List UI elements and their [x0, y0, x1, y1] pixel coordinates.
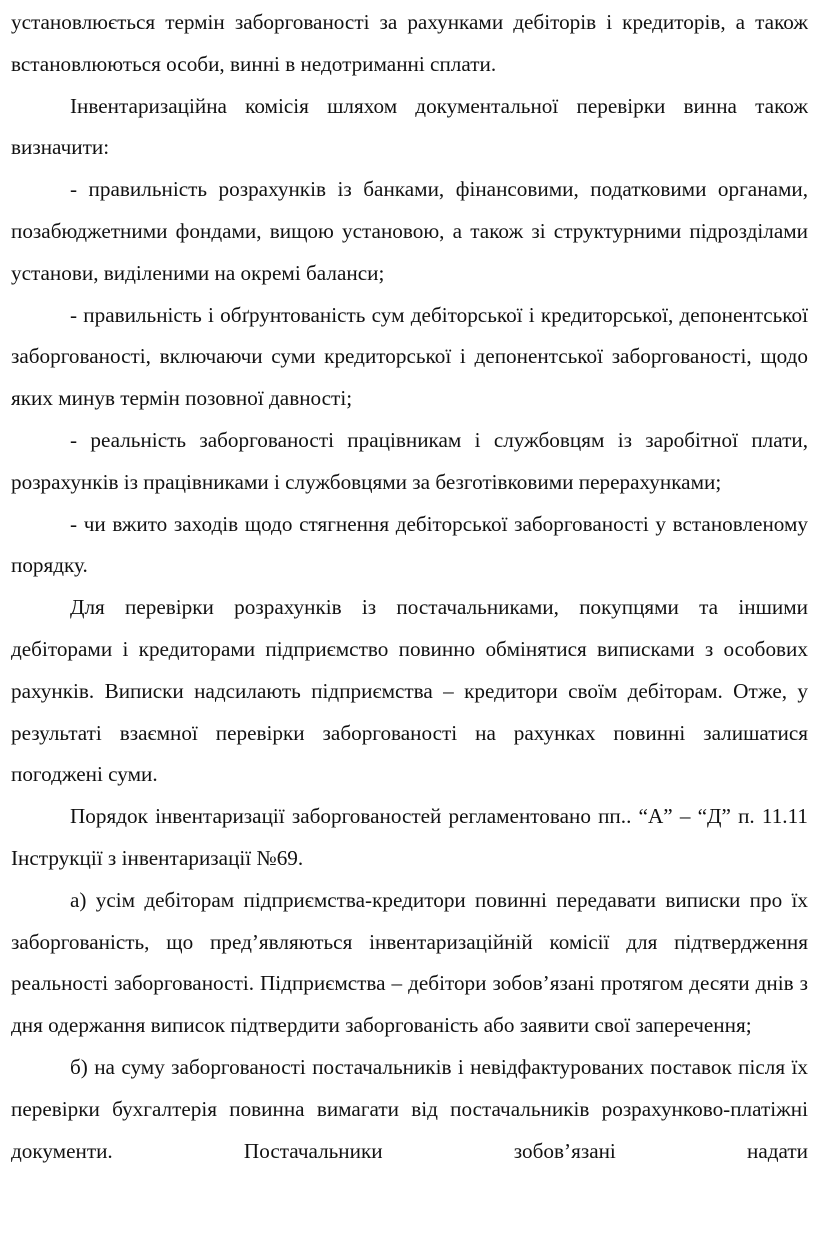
paragraph-item-b: б) на суму заборгованості постачальників і невідфактурованих поставок після їх перевірки бухгалтерія повинна вимагати від постачальників розрахунково-платіжні документи. Постачальники зобов’язані надати — [11, 1054, 808, 1163]
paragraph-commission-duties: Інвентаризаційна комісія шляхом документальної перевірки винна також визначити: — [11, 93, 808, 160]
paragraph-item-a: а) усім дебіторам підприємства-кредитори повинні передавати виписки про їх заборгованість, що пред’являються інвентаризаційній комісії для підтвердження реальності заборгованості. Підприємства – дебітори зобов’язані протягом десяти днів з дня одержання виписок підтвердити заборгованість або заявити свої заперечення; — [11, 887, 808, 1038]
paragraph-wage-debt: - реальність заборгованості працівникам і службовцям із заробітної плати, розрахунків із працівниками і службовцями за безготівковими перерахунками; — [11, 427, 808, 494]
paragraph-debt-terms: установлюється термін заборгованості за рахунками дебіторів і кредиторів, а також встановлюються особи, винні в недотриманні сплати. — [11, 10, 808, 76]
paragraph-collection-measures: - чи вжито заходів щодо стягнення дебіторської заборгованості у встановленому порядку. — [11, 511, 808, 578]
paragraph-inventory-procedure: Порядок інвентаризації заборгованостей регламентовано пп.. “А” – “Д” п. 11.11 Інструкції з інвентаризації №69. — [11, 804, 808, 870]
paragraph-bank-settlements: - правильність розрахунків із банками, фінансовими, податковими органами, позабюджетними фондами, вищою установою, а також зі структурними підрозділами установи, виділеними на окремі баланси; — [11, 177, 808, 285]
paragraph-supplier-statements: Для перевірки розрахунків із постачальниками, покупцями та іншими дебіторами і кредиторами підприємство повинно обмінятися виписками з особових рахунків. Виписки надсилають підприємства – кредитори своїм дебіторам. Отже, у результаті взаємної перевірки заборгованості на рахунках повинні залишатися погоджені суми. — [11, 595, 808, 787]
paragraph-receivables-validity: - правильність і обґрунтованість сум дебіторської і кредиторської, депонентської заборгованості, включаючи суми кредиторської і депонентської заборгованості, щодо яких минув термін позовної давності; — [11, 302, 808, 411]
document-page — [11, 2, 808, 1172]
